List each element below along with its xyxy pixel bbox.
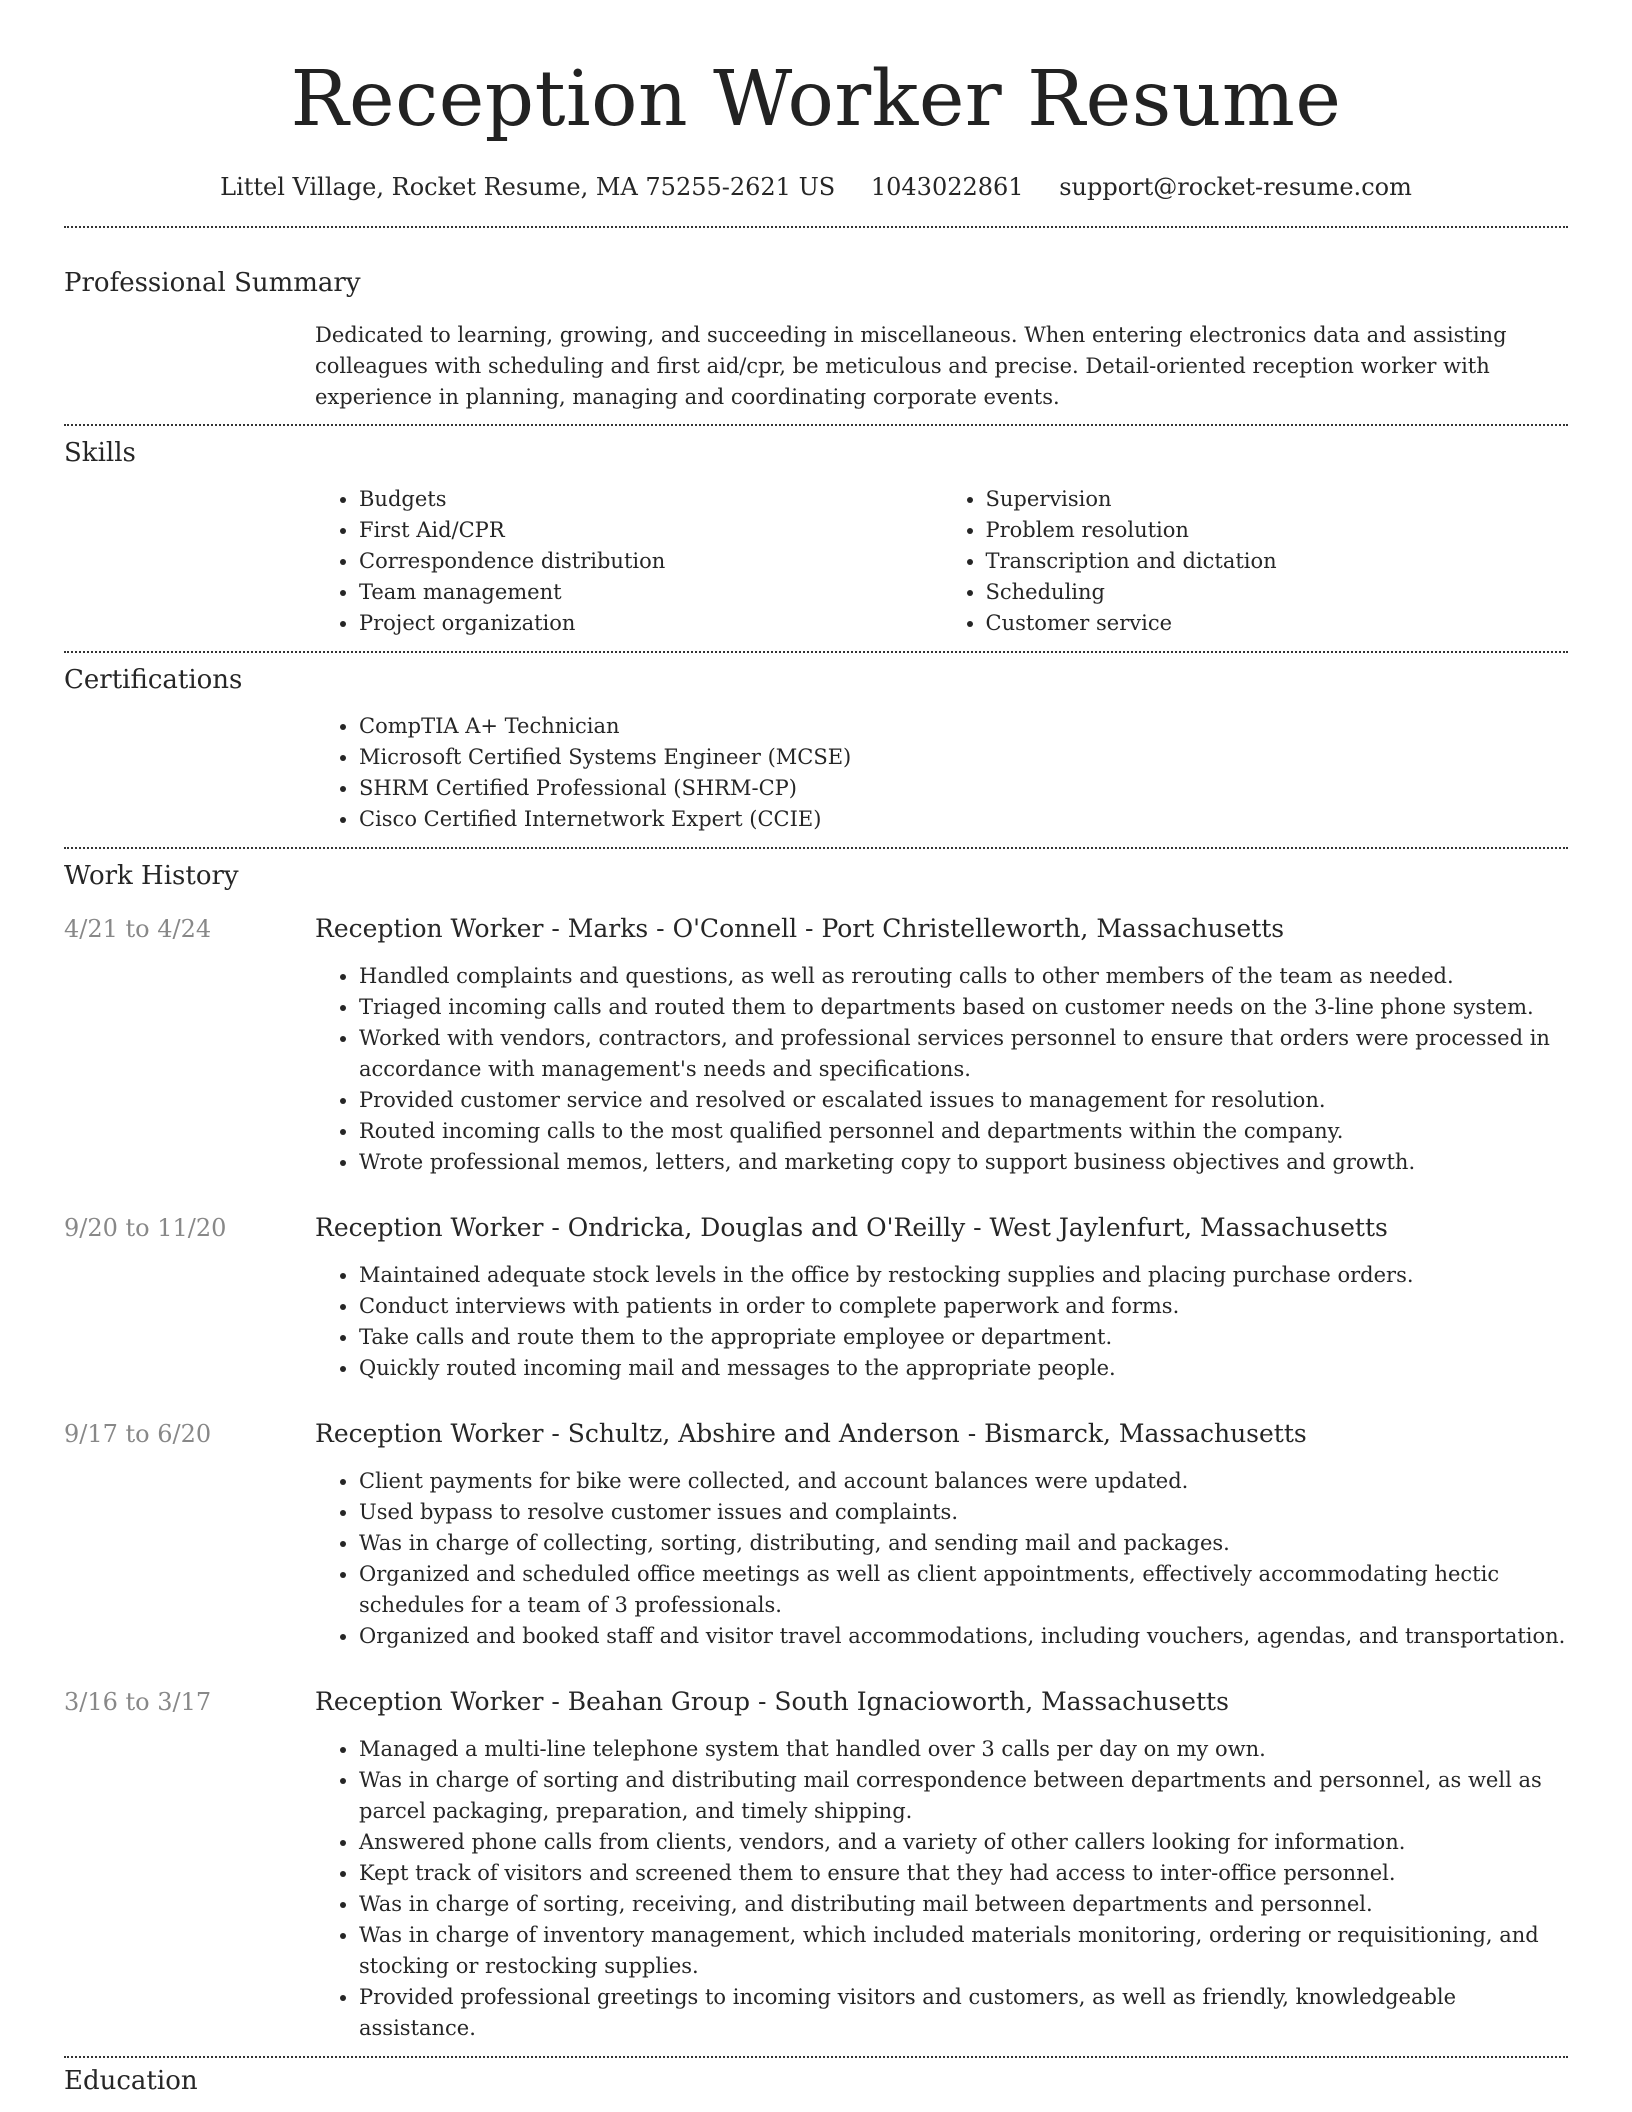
job-bullet: • Managed a multi-line telephone system that handled over 3 calls per day on my own. <box>359 1734 1568 1765</box>
job-bullets <box>315 961 1568 1178</box>
job-bullet: • Take calls and route them to the appropriate employee or department. <box>359 1322 1568 1353</box>
job-entry <box>64 1686 1568 2044</box>
job-bullet: • Was in charge of collecting, sorting, distributing, and sending mail and packages. <box>359 1528 1568 1559</box>
job-dates: 3/16 to 3/17 <box>64 1688 212 1716</box>
job-bullet: • Triaged incoming calls and routed them to departments based on customer needs on the 3-line phone system. <box>359 992 1568 1023</box>
job-bullet: • Routed incoming calls to the most qualified personnel and departments within the company. <box>359 1116 1568 1147</box>
resume-title: Reception Worker Resume <box>290 55 1342 144</box>
job-dates: 4/21 to 4/24 <box>64 915 212 943</box>
job-bullet: • Was in charge of sorting, receiving, and distributing mail between departments and personnel. <box>359 1889 1568 1920</box>
job-bullet: • Answered phone calls from clients, vendors, and a variety of other callers looking for information. <box>359 1827 1568 1858</box>
job-bullets <box>315 1260 1568 1384</box>
job-bullets <box>315 1466 1568 1652</box>
job-dates: 9/17 to 6/20 <box>64 1420 212 1448</box>
contact-address: Littel Village, Rocket Resume, MA 75255-2621 US <box>220 173 836 201</box>
summary-text: Dedicated to learning, growing, and succeeding in miscellaneous. When entering electronics data and assisting colleagues with scheduling and first aid/cpr, be meticulous and precise. Detail-oriented reception worker with experience in planning, managing and coordinating corporate events. <box>315 323 1507 409</box>
skill-item: • Problem resolution <box>986 515 1569 546</box>
job-bullets <box>315 1734 1568 2044</box>
job-title: Reception Worker - Ondricka, Douglas and O'Reilly - West Jaylenfurt, Massachusetts <box>315 1213 1388 1242</box>
summary-heading: Professional Summary <box>64 268 361 298</box>
skill-item: • Transcription and dictation <box>986 546 1569 577</box>
job-bullet: • Provided customer service and resolved or escalated issues to management for resolution. <box>359 1085 1568 1116</box>
skill-item: • First Aid/CPR <box>359 515 942 546</box>
job-entry <box>64 1212 1568 1384</box>
job-bullet: • Wrote professional memos, letters, and marketing copy to support business objectives and growth. <box>359 1147 1568 1178</box>
skill-item: • Budgets <box>359 484 942 515</box>
job-bullet: • Handled complaints and questions, as well as rerouting calls to other members of the team as needed. <box>359 961 1568 992</box>
job-entry <box>64 913 1568 1178</box>
job-bullet: • Maintained adequate stock levels in the office by restocking supplies and placing purchase orders. <box>359 1260 1568 1291</box>
job-bullet: • Was in charge of inventory management, which included materials monitoring, ordering or requisitioning, and stocking or restocking supplies. <box>359 1920 1568 1982</box>
next-section-heading: Education <box>64 2066 198 2096</box>
certification-item: • CompTIA A+ Technician <box>359 711 1568 742</box>
certifications-heading: Certifications <box>64 665 243 695</box>
skills-heading: Skills <box>64 438 136 468</box>
job-title: Reception Worker - Marks - O'Connell - Port Christelleworth, Massachusetts <box>315 914 1285 943</box>
section-divider <box>64 2056 1568 2058</box>
job-bullet: • Organized and booked staff and visitor travel accommodations, including vouchers, agendas, and transportation. <box>359 1621 1568 1652</box>
skills-column-right <box>942 484 1569 639</box>
contact-line <box>64 171 1568 203</box>
job-bullet: • Kept track of visitors and screened them to ensure that they had access to inter-office personnel. <box>359 1858 1568 1889</box>
skill-item: • Team management <box>359 577 942 608</box>
skill-item: • Customer service <box>986 608 1569 639</box>
section-divider <box>64 847 1568 849</box>
job-bullet: • Conduct interviews with patients in order to complete paperwork and forms. <box>359 1291 1568 1322</box>
skills-list <box>315 484 1568 639</box>
job-title: Reception Worker - Schultz, Abshire and Anderson - Bismarck, Massachusetts <box>315 1419 1307 1448</box>
job-bullet: • Was in charge of sorting and distributing mail correspondence between departments and personnel, as well as parcel packaging, preparation, and timely shipping. <box>359 1765 1568 1827</box>
job-bullet: • Provided professional greetings to incoming visitors and customers, as well as friendly, knowledgeable assistance. <box>359 1982 1568 2044</box>
certification-item: • Microsoft Certified Systems Engineer (MCSE) <box>359 742 1568 773</box>
job-title: Reception Worker - Beahan Group - South Ignacioworth, Massachusetts <box>315 1687 1229 1716</box>
contact-email: support@rocket-resume.com <box>1059 173 1412 201</box>
job-bullet: • Client payments for bike were collected, and account balances were updated. <box>359 1466 1568 1497</box>
certification-item: • Cisco Certified Internetwork Expert (CCIE) <box>359 804 1568 835</box>
section-divider <box>64 226 1568 228</box>
job-bullet: • Used bypass to resolve customer issues and complaints. <box>359 1497 1568 1528</box>
skill-item: • Supervision <box>986 484 1569 515</box>
resume-page <box>64 0 1568 2098</box>
certifications-list <box>315 711 1568 835</box>
job-bullet: • Quickly routed incoming mail and messages to the appropriate people. <box>359 1353 1568 1384</box>
skill-item: • Project organization <box>359 608 942 639</box>
work-history-heading: Work History <box>64 861 239 891</box>
section-divider <box>64 651 1568 653</box>
job-bullet: • Worked with vendors, contractors, and professional services personnel to ensure that orders were processed in accordance with management's needs and specifications. <box>359 1023 1568 1085</box>
skill-item: • Correspondence distribution <box>359 546 942 577</box>
job-dates: 9/20 to 11/20 <box>64 1214 227 1242</box>
section-divider <box>64 424 1568 426</box>
certification-item: • SHRM Certified Professional (SHRM-CP) <box>359 773 1568 804</box>
job-bullet: • Organized and scheduled office meetings as well as client appointments, effectively accommodating hectic schedules for a team of 3 professionals. <box>359 1559 1568 1621</box>
skills-column-left <box>315 484 942 639</box>
skill-item: • Scheduling <box>986 577 1569 608</box>
contact-phone: 1043022861 <box>870 173 1024 201</box>
job-entry <box>64 1418 1568 1652</box>
